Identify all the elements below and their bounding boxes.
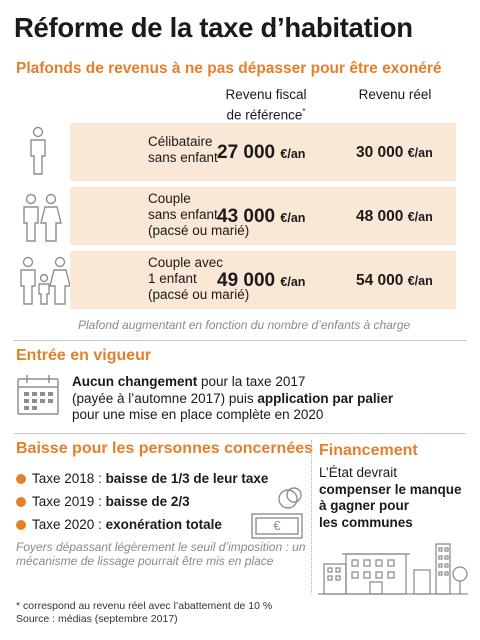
row-label-line: (pacsé ou marié): [148, 287, 250, 302]
row-label-line: Couple avec: [148, 255, 224, 270]
list-item: [16, 494, 190, 509]
fiscal-header-line1: Revenu fiscal: [225, 87, 307, 102]
bullet-dot: [16, 474, 26, 484]
fiscal-value: 27 000: [217, 142, 276, 163]
financement-bold: compenser le manque: [319, 481, 462, 497]
item-text: exonération totale: [105, 517, 222, 532]
footnote-mark: *: [302, 107, 306, 116]
row-label-line: (pacsé ou marié): [148, 223, 250, 238]
calendar-icon: [16, 374, 60, 421]
fiscal-value: 49 000: [217, 270, 276, 291]
fiscal-amount: [217, 270, 305, 292]
table-row: [70, 187, 456, 245]
fiscal-value: 43 000: [217, 206, 276, 227]
financement-bold: les communes: [319, 514, 413, 530]
vertical-divider: [311, 440, 312, 594]
reel-value: 30 000: [356, 144, 404, 161]
fiscal-amount: [217, 206, 305, 228]
fiscal-amount: [217, 142, 305, 164]
list-item: [16, 517, 222, 532]
table-row: [70, 251, 456, 309]
item-year: Taxe 2018 :: [32, 471, 106, 486]
ceiling-note: Plafond augmentant en fonction du nombre d’enfants à charge: [78, 318, 411, 332]
svg-text:€: €: [273, 518, 281, 533]
source: Source : médias (septembre 2017): [16, 613, 178, 625]
unit: €/an: [407, 210, 433, 224]
unit: €/an: [407, 274, 433, 288]
income-ceiling-subtitle: Plafonds de revenus à ne pas dépasser pour être exonéré: [16, 60, 442, 77]
fiscal-header-line2: de référence: [226, 107, 303, 123]
reel-amount: [356, 144, 433, 162]
couple-icon: [16, 193, 66, 250]
unit: €/an: [280, 147, 306, 161]
financement-text: [319, 465, 479, 531]
row-label-line: sans enfant: [148, 150, 218, 165]
item-text: baisse de 1/3 de leur taxe: [105, 471, 269, 486]
financement-line: L’État devrait: [319, 465, 398, 480]
reel-value: 48 000: [356, 208, 404, 225]
item-year: Taxe 2019 :: [32, 494, 106, 509]
item-text: baisse de 2/3: [105, 494, 190, 509]
entree-text: [72, 374, 393, 424]
entree-bold-2: application par palier: [257, 390, 394, 406]
row-label-line: sans enfant: [148, 207, 218, 222]
page-title: Réforme de la taxe d’habitation: [14, 12, 413, 43]
row-label-line: Couple: [148, 191, 191, 206]
entree-bold-1: Aucun changement: [72, 374, 198, 389]
section-title-entree: Entrée en vigueur: [16, 347, 152, 364]
section-title-baisse: Baisse pour les personnes concernées: [16, 440, 314, 457]
reel-value: 54 000: [356, 272, 404, 289]
section-title-financement: Financement: [319, 442, 418, 459]
footer: [16, 600, 272, 626]
single-person-icon: [16, 126, 60, 183]
financement-bold: à gagner pour: [319, 498, 410, 513]
column-header-reel: Revenu réel: [358, 87, 432, 102]
section-divider: [14, 340, 466, 341]
item-year: Taxe 2020 :: [32, 517, 106, 532]
row-label: [148, 134, 218, 166]
reel-amount: [356, 272, 433, 290]
entree-text-2: (payée à l’automne 2017) puis: [72, 390, 258, 406]
section-divider: [14, 433, 466, 434]
column-header-fiscal: [206, 86, 326, 124]
euro-bill-coins-icon: [246, 486, 306, 547]
row-label-line: Célibataire: [148, 134, 213, 149]
list-item: [16, 471, 268, 486]
unit: €/an: [280, 275, 306, 289]
footnote: * correspond au revenu réel avec l’abattement de 10 %: [16, 600, 273, 612]
baisse-note: Foyers dépassant légèrement le seuil d’imposition : un mécanisme de lissage pourrait être mis en place: [16, 540, 306, 568]
row-label-line: 1 enfant: [148, 271, 197, 286]
family-icon: [16, 256, 72, 313]
table-row: [70, 123, 456, 181]
bullet-dot: [16, 520, 26, 530]
entree-text-3: pour une mise en place complète en 2020: [72, 407, 324, 422]
entree-text-1: pour la taxe 2017: [197, 374, 306, 389]
bullet-dot: [16, 497, 26, 507]
unit: €/an: [407, 146, 433, 160]
city-buildings-icon: [318, 540, 470, 601]
reel-amount: [356, 208, 433, 226]
unit: €/an: [280, 211, 306, 225]
